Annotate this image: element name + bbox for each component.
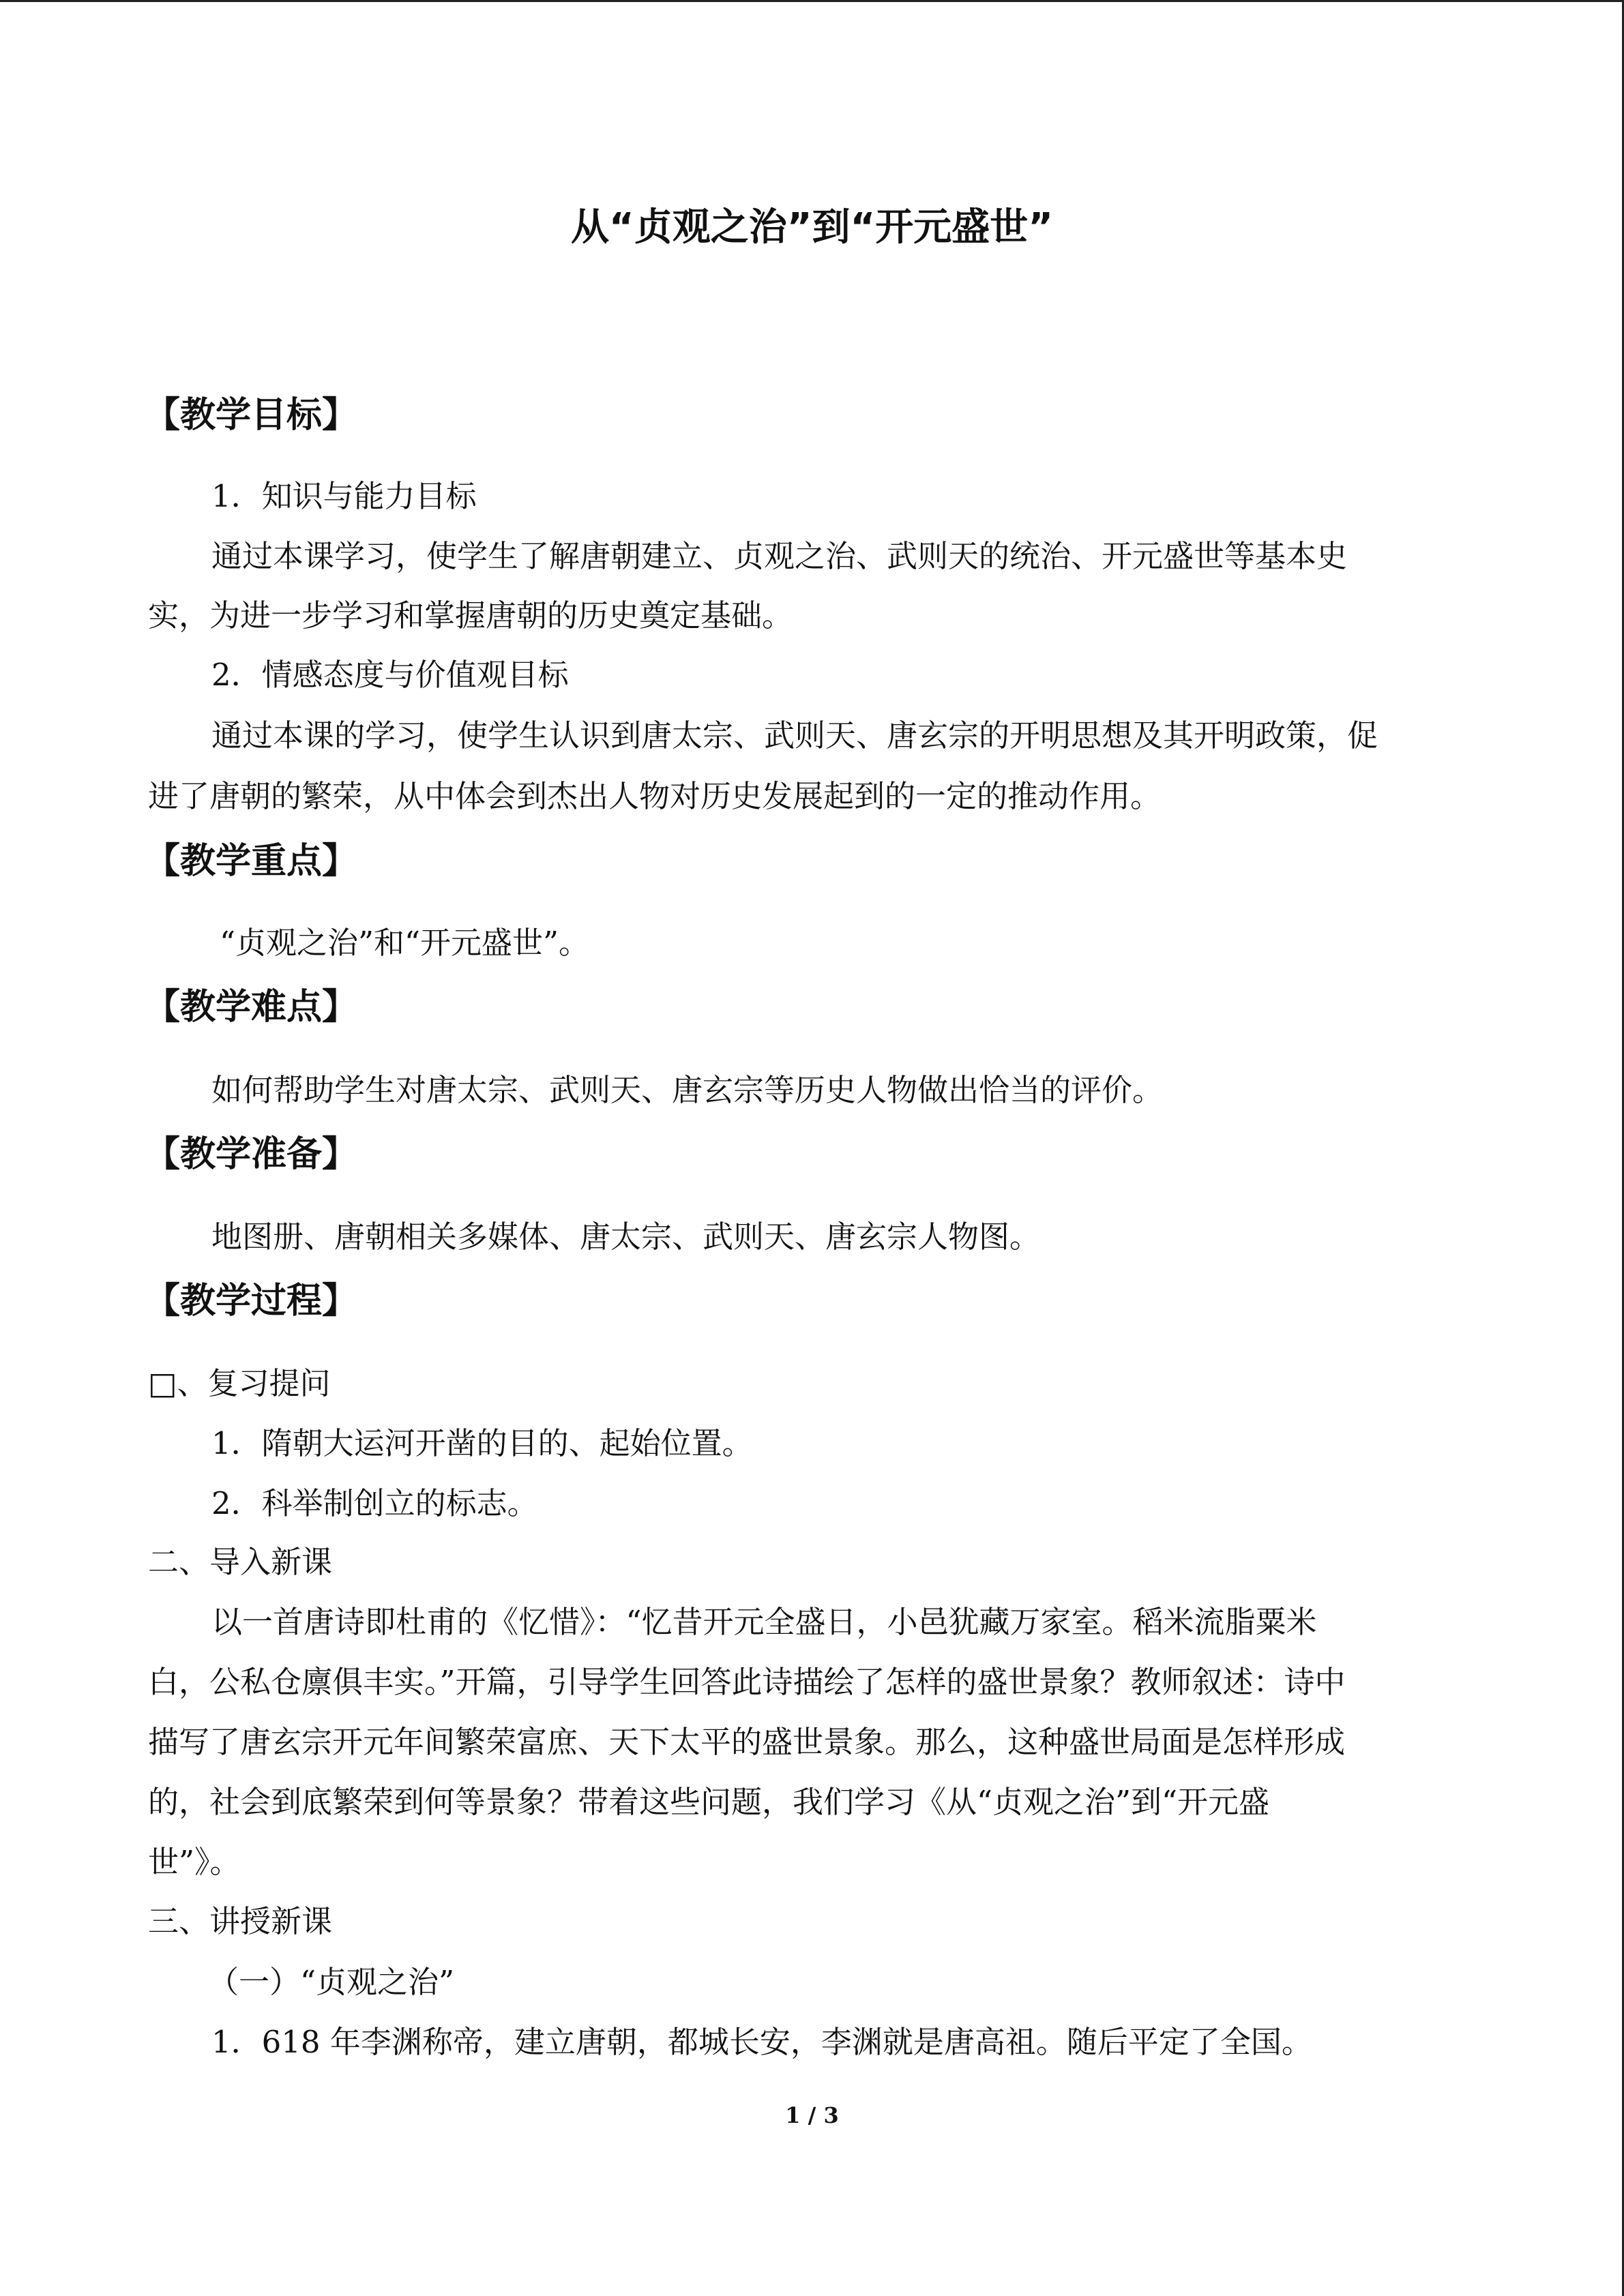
review-question-2: 2．科举制创立的标志。 [211,1485,538,1521]
intro-text-line-4: 的，社会到底繁荣到何等景象？带着这些问题，我们学习《从“贞观之治”到“开元盛 [148,1784,1270,1820]
objective-1-text-line-1: 通过本课学习，使学生了解唐朝建立、贞观之治、武则天的统治、开元盛世等基本史 [211,538,1348,574]
lesson-section-title: 三、讲授新课 [148,1903,333,1939]
heading-objectives: 【教学目标】 [145,395,358,436]
difficulties-text: 如何帮助学生对唐太宗、武则天、唐玄宗等历史人物做出恰当的评价。 [211,1072,1164,1108]
document-title: 从“贞观之治”到“开元盛世” [570,205,1054,250]
lesson-point-1: 1．618 年李渊称帝，建立唐朝，都城长安，李渊就是唐高祖。随后平定了全国。 [211,2024,1312,2060]
intro-text-line-2: 白，公私仓廪俱丰实。”开篇，引导学生回答此诗描绘了怎样的盛世景象？教师叙述：诗中 [148,1664,1346,1700]
intro-text-line-1: 以一首唐诗即杜甫的《忆惜》：“忆昔开元全盛日，小邑犹藏万家室。稻米流脂粟米 [211,1604,1317,1640]
heading-key-points: 【教学重点】 [145,841,358,882]
objective-1-title: 1．知识与能力目标 [211,478,477,514]
lesson-subsection-1-title: （一）“贞观之治” [208,1964,455,2000]
objective-2-text-line-1: 通过本课的学习，使学生认识到唐太宗、武则天、唐玄宗的开明思想及其开明政策，促 [211,717,1378,754]
page-number: 1 / 3 [785,2102,839,2128]
preparation-text: 地图册、唐朝相关多媒体、唐太宗、武则天、唐玄宗人物图。 [211,1219,1041,1255]
key-points-text: “贞观之治”和“开元盛世”。 [220,925,590,961]
heading-process: 【教学过程】 [145,1281,358,1322]
heading-difficulties: 【教学难点】 [145,987,358,1028]
review-section-title: □、复习提问 [148,1365,331,1401]
intro-text-line-3: 描写了唐玄宗开元年间繁荣富庶、天下太平的盛世景象。那么，这种盛世局面是怎样形成 [148,1724,1346,1760]
objective-1-text-line-2: 实，为进一步学习和掌握唐朝的历史奠定基础。 [148,597,793,633]
objective-2-text-line-2: 进了唐朝的繁荣，从中体会到杰出人物对历史发展起到的一定的推动作用。 [148,778,1162,814]
review-question-1: 1．隋朝大运河开凿的目的、起始位置。 [211,1425,753,1461]
objective-2-title: 2．情感态度与价值观目标 [211,657,569,693]
intro-section-title: 二、导入新课 [148,1544,333,1580]
heading-preparation: 【教学准备】 [145,1134,358,1175]
intro-text-line-5: 世”》。 [148,1844,241,1880]
